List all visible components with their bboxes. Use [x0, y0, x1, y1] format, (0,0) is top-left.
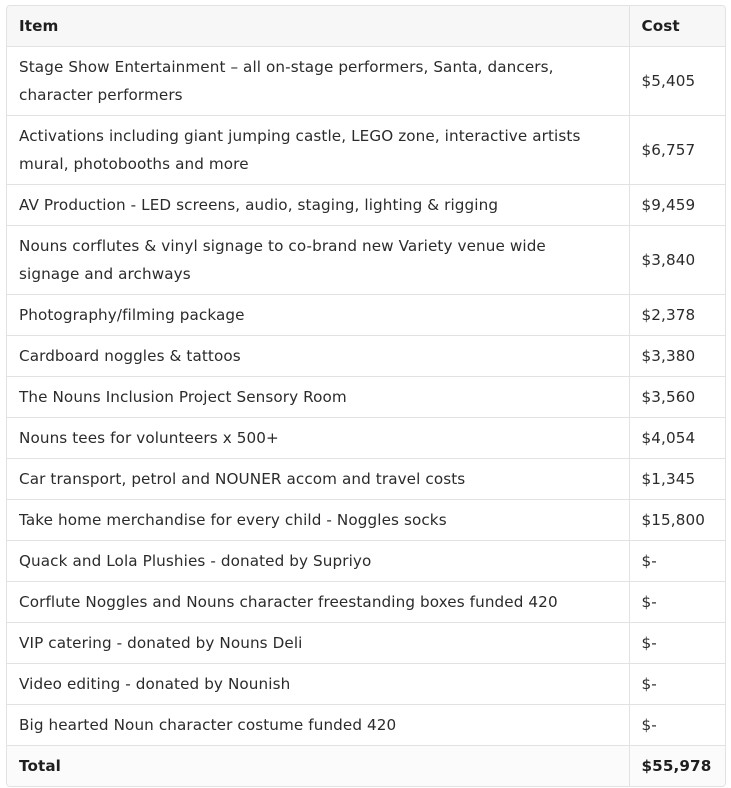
- table-row: [7, 226, 725, 295]
- cost-cell: $1,345: [629, 459, 725, 500]
- item-cell: Nouns tees for volunteers x 500+: [7, 418, 629, 459]
- cost-cell: $3,560: [629, 377, 725, 418]
- table-header-row: [7, 6, 725, 47]
- cost-cell: $3,380: [629, 336, 725, 377]
- budget-table-container: [6, 5, 726, 787]
- table-row: [7, 541, 725, 582]
- cost-cell: $-: [629, 664, 725, 705]
- table-row: [7, 582, 725, 623]
- table-row: [7, 377, 725, 418]
- table-row: [7, 116, 725, 185]
- cost-cell: $9,459: [629, 185, 725, 226]
- table-row: [7, 185, 725, 226]
- cost-cell: $-: [629, 541, 725, 582]
- total-row: [7, 746, 725, 787]
- header-cost: Cost: [629, 6, 725, 47]
- table-row: [7, 295, 725, 336]
- cost-cell: $-: [629, 705, 725, 746]
- table-row: [7, 500, 725, 541]
- cost-cell: $4,054: [629, 418, 725, 459]
- table-row: [7, 623, 725, 664]
- cost-cell: $3,840: [629, 226, 725, 295]
- cost-cell: $6,757: [629, 116, 725, 185]
- budget-table: [7, 6, 725, 786]
- cost-cell: $2,378: [629, 295, 725, 336]
- cost-cell: $15,800: [629, 500, 725, 541]
- item-cell: Corflute Noggles and Nouns character freestanding boxes funded 420: [7, 582, 629, 623]
- total-cost: $55,978: [629, 746, 725, 787]
- item-cell: VIP catering - donated by Nouns Deli: [7, 623, 629, 664]
- item-cell: Big hearted Noun character costume funded 420: [7, 705, 629, 746]
- table-row: [7, 705, 725, 746]
- item-cell: Take home merchandise for every child - Noggles socks: [7, 500, 629, 541]
- header-item: Item: [7, 6, 629, 47]
- item-cell: Photography/filming package: [7, 295, 629, 336]
- table-row: [7, 336, 725, 377]
- table-row: [7, 47, 725, 116]
- table-row: [7, 418, 725, 459]
- item-cell: AV Production - LED screens, audio, staging, lighting & rigging: [7, 185, 629, 226]
- item-cell: Video editing - donated by Nounish: [7, 664, 629, 705]
- item-cell: Car transport, petrol and NOUNER accom and travel costs: [7, 459, 629, 500]
- item-cell: Quack and Lola Plushies - donated by Supriyo: [7, 541, 629, 582]
- table-row: [7, 459, 725, 500]
- cost-cell: $-: [629, 582, 725, 623]
- cost-cell: $-: [629, 623, 725, 664]
- item-cell: Cardboard noggles & tattoos: [7, 336, 629, 377]
- item-cell: The Nouns Inclusion Project Sensory Room: [7, 377, 629, 418]
- cost-cell: $5,405: [629, 47, 725, 116]
- item-cell: Activations including giant jumping castle, LEGO zone, interactive artists mural, photobooths and more: [7, 116, 629, 185]
- item-cell: Stage Show Entertainment – all on-stage performers, Santa, dancers, character performers: [7, 47, 629, 116]
- table-row: [7, 664, 725, 705]
- total-label: Total: [7, 746, 629, 787]
- item-cell: Nouns corflutes & vinyl signage to co-brand new Variety venue wide signage and archways: [7, 226, 629, 295]
